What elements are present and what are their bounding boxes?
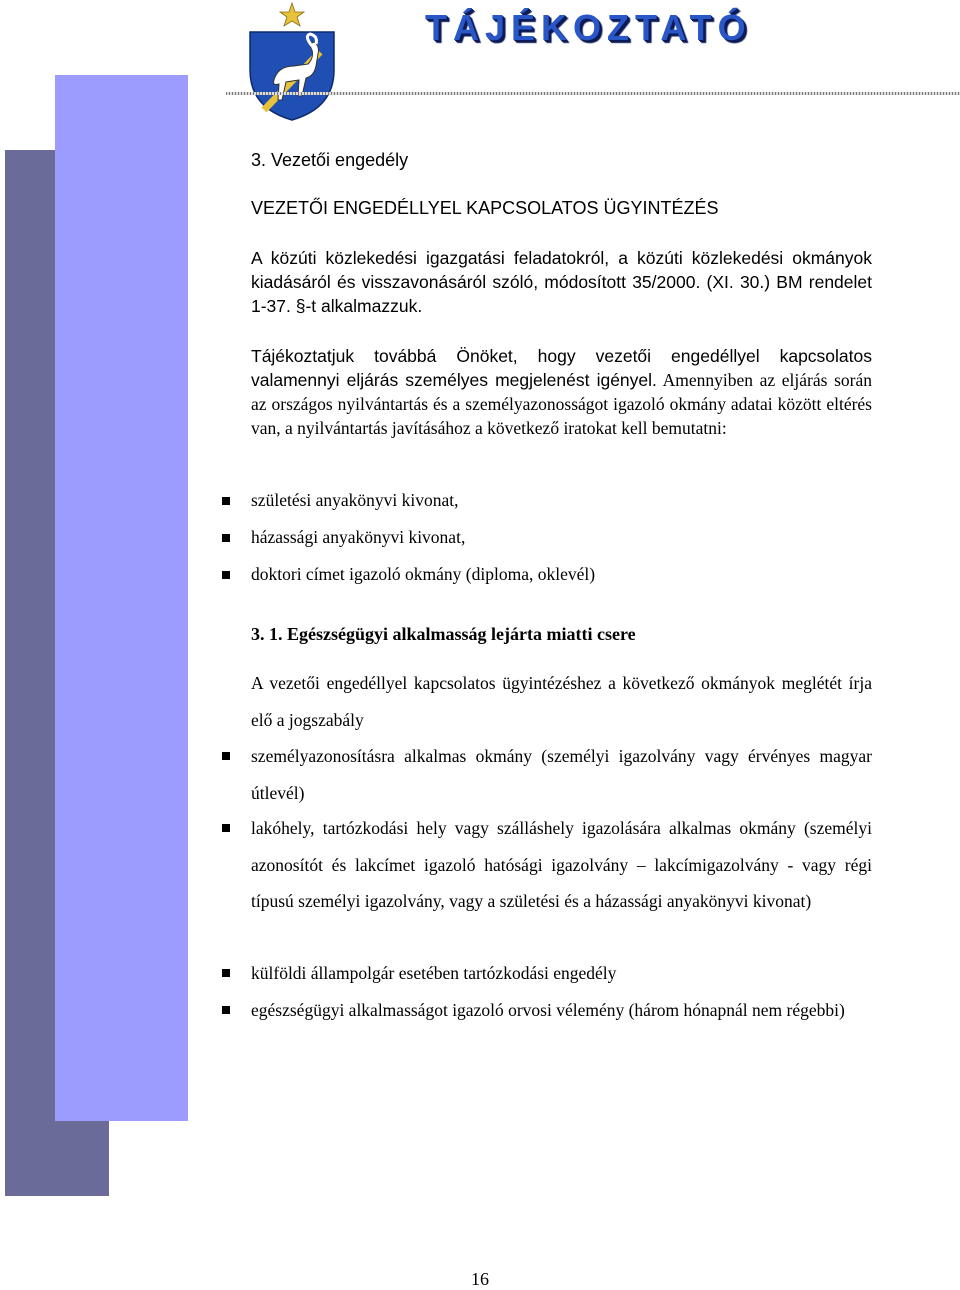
square-bullet-icon xyxy=(222,497,230,505)
square-bullet-icon xyxy=(222,571,230,579)
requirement-item: egészségügyi alkalmasságot igazoló orvosi vélemény (három hónapnál nem régebbi) xyxy=(251,1000,845,1020)
document-item: házassági anyakönyvi kivonat, xyxy=(251,527,466,547)
requirement-item: lakóhely, tartózkodási hely vagy szálláshely igazolására alkalmas okmány (személyi azonosítót és lakcímet igazoló hatósági igazolvány – lakcímigazolvány - vagy régi típusú személyi igazolvány, vagy a születési és a házassági anyakönyvi kivonat) xyxy=(251,818,872,911)
document-item: születési anyakönyvi kivonat, xyxy=(251,490,459,510)
section-intro: A közúti közlekedési igazgatási feladatokról, a közúti közlekedési okmányok kiadásáról és visszavonásáról szóló, módosított 35/2000. (XI. 30.) BM rendelet 1-37. §-t alkalmazzuk. xyxy=(251,248,872,316)
header-divider xyxy=(226,92,960,95)
section-info-part1: Tájékoztatjuk továbbá Önöket, hogy vezetői engedéllyel kapcsolatos valamennyi eljárás személyes megjelenést igényel. xyxy=(251,346,872,390)
section-title: 3. Vezetői engedély xyxy=(251,150,409,170)
section-subtitle: VEZETŐI ENGEDÉLLYEL KAPCSOLATOS ÜGYINTÉZÉS xyxy=(251,198,719,218)
subsection-title: 3. 1. Egészségügyi alkalmasság lejárta miatti csere xyxy=(251,624,636,644)
square-bullet-icon xyxy=(222,969,230,977)
square-bullet-icon xyxy=(222,534,230,542)
requirement-item: külföldi állampolgár esetében tartózkodási engedély xyxy=(251,963,617,983)
requirement-item: személyazonosításra alkalmas okmány (személyi igazolvány vagy érvényes magyar útlevél) xyxy=(251,746,872,803)
header-title: TÁJÉKOZTATÓ xyxy=(425,7,752,48)
page-number: 16 xyxy=(471,1269,489,1289)
sidebar-light-band xyxy=(55,75,188,1121)
square-bullet-icon xyxy=(222,1006,230,1014)
document-item: doktori címet igazoló okmány (diploma, oklevél) xyxy=(251,564,596,584)
list-item xyxy=(251,810,872,920)
list-item xyxy=(251,490,872,511)
section-info-part2: Amennyiben az eljárás során az országos nyilvántartás és a személyazonosságot igazoló okmány adatai között eltérés van, a nyilvántartás javításához a következő iratokat kell bemutatni: xyxy=(251,370,872,438)
list-item xyxy=(251,527,872,548)
subsection-intro: A vezetői engedéllyel kapcsolatos ügyintézéshez a következő okmányok meglétét írja elő a jogszabály xyxy=(251,673,872,730)
list-item xyxy=(251,738,872,811)
coat-of-arms-goat-icon xyxy=(244,0,340,122)
list-item xyxy=(251,564,872,585)
square-bullet-icon xyxy=(222,752,230,760)
list-item xyxy=(251,992,872,1029)
list-item xyxy=(251,955,872,992)
square-bullet-icon xyxy=(222,824,230,832)
section-info xyxy=(251,344,872,440)
